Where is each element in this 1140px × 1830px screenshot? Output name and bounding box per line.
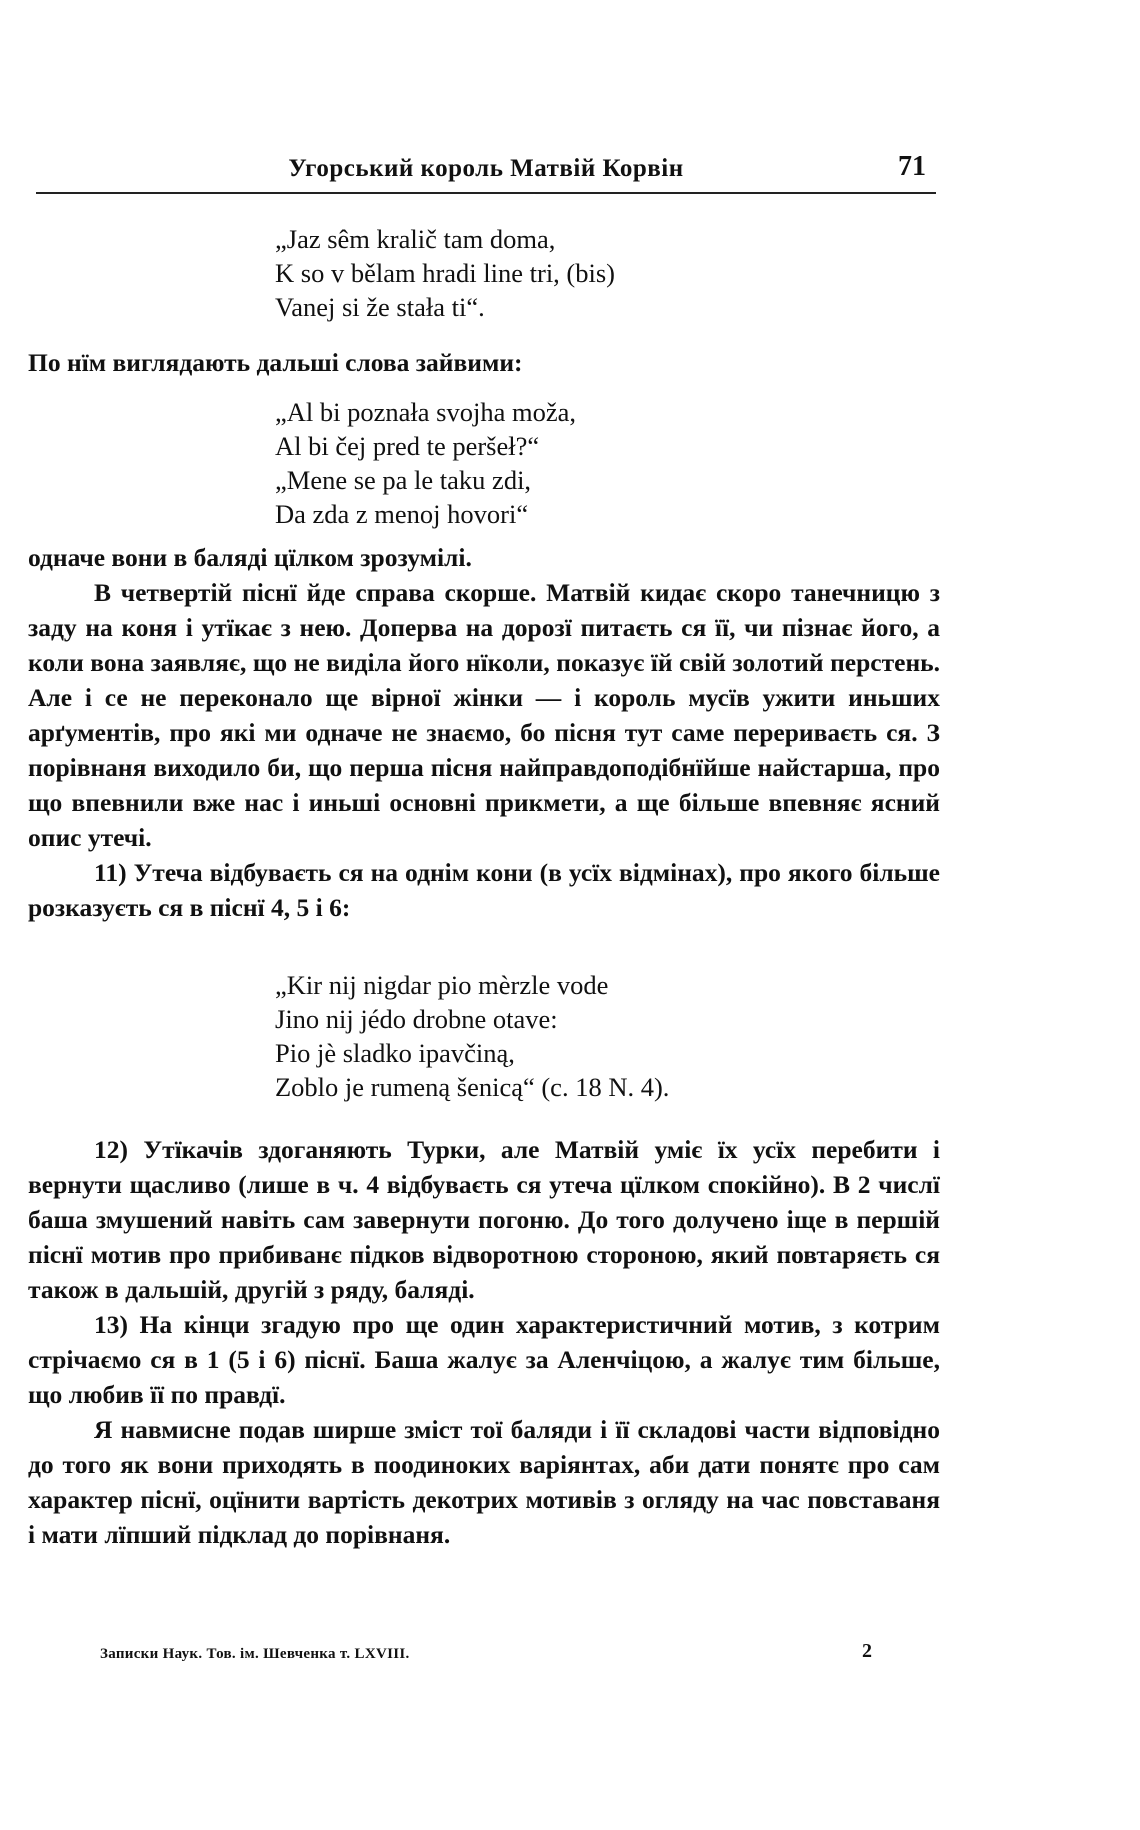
- running-title: Угорський король Матвій Корвін: [288, 155, 684, 182]
- paragraph: 13) На кінци згадую про ще один характеристичний мотив, з котрим стрічаємо ся в 1 (5 і 6) піснї. Баша жалує за Аленчіцою, а жалує тим більше, що любив її по правдї.: [28, 1310, 940, 1409]
- paragraph: Я навмисне подав ширше зміст тої баляди і її складові части відповідно до того як вони приходять в поодиноких варіянтах, аби дати понятє про сам характер піснї, оцїнити вартість декотрих мотивів з огляду на час повставаня і мати лїпший підклад до порівнаня.: [28, 1415, 940, 1549]
- verse-line: Jino nij jédo drobne otave:: [275, 1004, 558, 1034]
- verse-line: „Mene se pa le taku zdi,: [275, 465, 532, 495]
- verse-line: Al bi čej pred te peršeł?“: [275, 431, 540, 461]
- verse-line: Zoblo je rumeną šenicą“ (c. 18 N. 4).: [275, 1072, 670, 1102]
- verse-line: Vanej si že stała ti“.: [275, 292, 485, 322]
- signature-mark: 2: [862, 1640, 872, 1662]
- paragraph: 12) Утїкачів здоганяють Турки, але Матвій уміє їх усїх перебити і вернути щасливо (лише в ч. 4 відбуваєть ся утеча цїлком спокійно). В 2 числї баша змушений навіть сам завернути погоню. До того долучено іще в першій піснї мотив про прибиванє підков відворотною стороною, який повтаряєть ся також в дальшій, другій з ряду, баляді.: [28, 1135, 940, 1304]
- verse-line: „Jaz sêm kralič tam doma,: [275, 224, 556, 254]
- running-head: [36, 151, 936, 189]
- verse-quote-2: [275, 395, 576, 531]
- header-rule: [36, 192, 936, 194]
- prose-block-1: [28, 540, 940, 925]
- verse-line: K so v bělam hradi line tri, (bis): [275, 258, 616, 288]
- verse-quote-1: [275, 222, 615, 324]
- paragraph: 11) Утеча відбуваєть ся на однім кони (в усїх відмінах), про якого більше розказуєть ся в піснї 4, 5 і 6:: [28, 858, 940, 922]
- verse-line: Pio jè sladko ipavčiną,: [275, 1038, 515, 1068]
- intro-line: По нїм виглядають дальші слова зайвими:: [28, 348, 523, 377]
- paragraph: В четвертій піснї йде справа скорше. Матвій кидає скоро танечницю з заду на коня і утїкає з нею. Доперва на дорозї питаєть ся її, чи пізнає його, а коли вона заявляє, що не виділа його нїколи, показує їй свій золотий перстень. Але і се не переконало ще вірної жінки — і король мусїв ужити иньших арґументів, про які ми одначе не знаємо, бо пісня тут саме перериваєть ся. З порівнаня виходило би, що перша пісня найправдоподібнїйше найстарша, про що впевнили вже нас і иньші основні прикмети, а ще більше впевняє ясний опис утечі.: [28, 578, 940, 852]
- paragraph: одначе вони в баляді цїлком зрозумілі.: [28, 543, 472, 572]
- verse-quote-3: [275, 968, 669, 1104]
- verse-line: „Kir nij nigdar pio mèrzle vode: [275, 970, 609, 1000]
- verse-line: Da zda z menoj hovori“: [275, 499, 529, 529]
- prose-block-2: [28, 1132, 940, 1552]
- page-number: 71: [898, 151, 926, 182]
- prose-intro: [28, 345, 940, 380]
- footer-note: Записки Наук. Тов. ім. Шевченка т. LXVIII.: [100, 1646, 410, 1662]
- verse-line: „Al bi poznała svojha moža,: [275, 397, 576, 427]
